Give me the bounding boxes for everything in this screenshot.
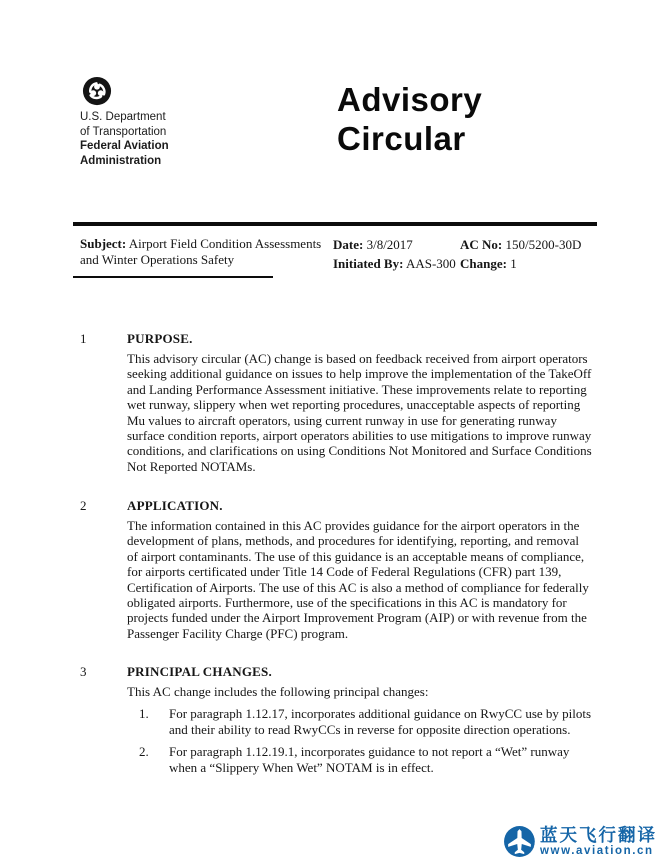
section-content [127, 664, 592, 775]
initiated-by-label: Initiated By: [333, 255, 404, 271]
change-value: 1 [510, 255, 517, 271]
section-principal-changes [80, 664, 592, 775]
watermark [503, 825, 657, 858]
watermark-url: www.aviation.cn [540, 845, 654, 857]
section-intro: This AC change includes the following principal changes: [127, 684, 429, 699]
subject-value: Airport Field Condition Assessments and Winter Operations Safety [80, 236, 322, 267]
title-line-2: Circular [337, 120, 466, 157]
change-field [460, 255, 597, 274]
watermark-text-block [540, 826, 657, 857]
header-rule [73, 222, 597, 226]
section-application [80, 498, 592, 641]
list-item-text: For paragraph 1.12.17, incorporates additional guidance on RwyCC use by pilots and their ability to read RwyCCs in reverse for opposite direction operations. [169, 706, 592, 737]
section-content [127, 498, 592, 641]
ac-no-label: AC No: [460, 237, 503, 252]
agency-line-2: Administration [80, 154, 162, 167]
ac-number-column [460, 236, 597, 273]
section-heading: APPLICATION. [127, 498, 223, 513]
initiated-by-field [333, 255, 458, 274]
section-number: 3 [80, 664, 87, 679]
dept-line-2: of Transportation [80, 125, 167, 138]
date-label: Date: [333, 237, 364, 252]
list-item [127, 744, 592, 775]
section-heading: PURPOSE. [127, 331, 193, 346]
ac-no-field [460, 236, 597, 255]
subject-underline-rule [73, 276, 273, 278]
section-number: 1 [80, 331, 87, 346]
agency-block [80, 76, 280, 168]
section-number: 2 [80, 498, 87, 513]
list-item-marker: 2. [139, 744, 149, 760]
ac-no-value: 150/5200-30D [505, 237, 582, 252]
list-item-marker: 1. [139, 706, 149, 722]
date-field [333, 236, 458, 255]
list-item [127, 706, 592, 737]
agency-line-1: Federal Aviation [80, 140, 169, 152]
title-line-1: Advisory [337, 81, 483, 118]
initiated-by-value: AAS-300 [405, 255, 456, 271]
document-title [337, 80, 482, 158]
dot-triskelion-logo-icon [82, 76, 112, 106]
section-heading: PRINCIPAL CHANGES. [127, 664, 272, 679]
subject-field [80, 236, 332, 267]
section-body: The information contained in this AC provides guidance for the airport operators in the development of plans, methods, and procedures for identifying, reporting, and removal of airport contaminants. The use of this guidance is an acceptable means of compliance, for airports certificated under Title 14 Code of Federal Regulations (CFR) part 139, Certification of Airports. The use of this AC is also a method of compliance for federally obligated airports. Furthermore, use of the specifications in this AC is mandatory for projects funded under the Airport Improvement Program (AIP) or with revenue from the Passenger Facility Charge (PFC) program. [127, 518, 589, 641]
dept-line-1: U.S. Department [80, 111, 166, 123]
change-label: Change: [460, 255, 507, 271]
section-purpose [80, 331, 592, 474]
date-column [333, 236, 458, 273]
list-item-text: For paragraph 1.12.19.1, incorporates guidance to not report a “Wet” runway when a “Slippery When Wet” NOTAM is in effect. [169, 744, 570, 775]
date-value: 3/8/2017 [366, 237, 413, 252]
section-body: This advisory circular (AC) change is based on feedback received from airport operators seeking additional guidance on issues to help improve the implementation of the TakeOff and Landing Performance Assessment initiative. These improvements relate to reporting wet runway, slippery when wet reporting procedures, unacceptable aspects of reporting Mu values to aircraft operators, using current runway in use for generating runway surface condition reports, airport operators abilities to use mitigations to improve runway conditions, and clarifications on using Conditions Not Monitored and Surface Conditions Not Reported NOTAMs. [127, 351, 592, 474]
principal-changes-list [127, 706, 592, 775]
section-content [127, 331, 592, 474]
subject-label: Subject: [80, 236, 127, 251]
airplane-icon [503, 825, 536, 858]
watermark-brand-text: 蓝天飞行翻译 [540, 825, 657, 845]
